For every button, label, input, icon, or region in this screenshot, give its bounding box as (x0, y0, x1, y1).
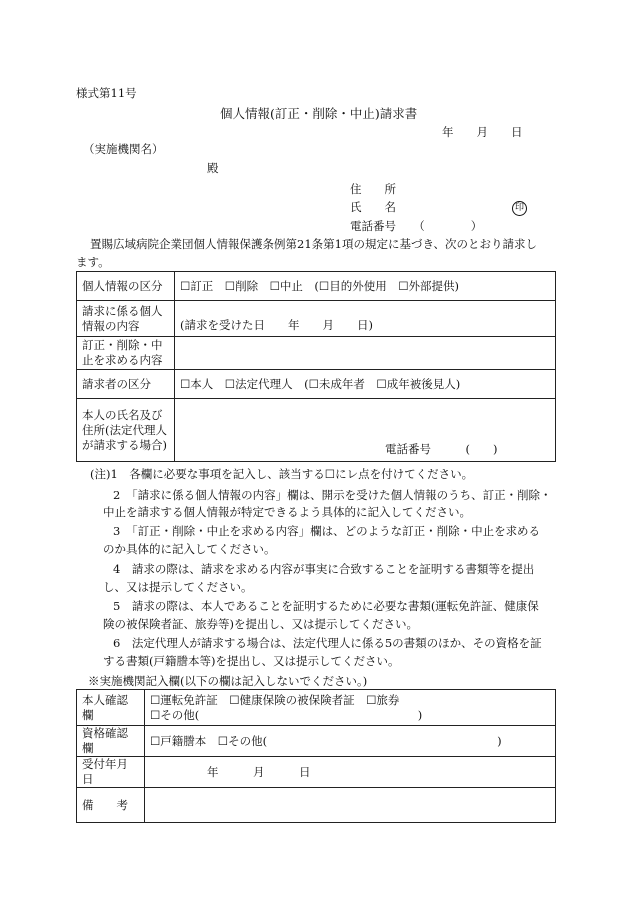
note-1: (注)1 各欄に必要な事項を記入し、該当する☐にレ点を付けてください。 (90, 467, 474, 481)
note-5-line-1: 5 請求の際は、本人であることを証明するために必要な書類(運転免許証、健康保 (113, 599, 539, 613)
row-remarks (77, 788, 556, 823)
dono-label: 殿 (207, 161, 219, 175)
value-info-category[interactable]: ☐訂正 ☐削除 ☐中止 (☐目的外使用 ☐外部提供) (175, 272, 556, 301)
value-correction-content[interactable] (175, 337, 556, 370)
note-3-line-1: 3 「訂正・削除・中止を求める内容」欄は、どのような訂正・削除・中止を求める (113, 524, 541, 538)
row-received-date (77, 757, 556, 788)
agency-note: ※実施機関記入欄(以下の欄は記入しないでください。) (88, 674, 368, 688)
label-info-category: 個人情報の区分 (77, 272, 175, 301)
form-number: 様式第11号 (76, 86, 137, 100)
label-requester-category: 請求者の区分 (77, 370, 175, 399)
row-requester-category (77, 370, 556, 399)
value-identity-check (145, 690, 556, 726)
row-info-category (77, 272, 556, 301)
value-received-date: 年 月 日 (145, 757, 556, 788)
row-identity-check (77, 690, 556, 726)
row-principal-info (77, 399, 556, 462)
address-label: 住 所 (350, 182, 396, 196)
note-6-line-2: する書類(戸籍謄本等)を提出し、又は提示してください。 (103, 654, 400, 668)
note-3-line-2: のか具体的に記入してください。 (103, 542, 276, 556)
value-requester-category[interactable]: ☐本人 ☐法定代理人 (☐未成年者 ☐成年被後見人) (175, 370, 556, 399)
note-2-line-1: 2 「請求に係る個人情報の内容」欄は、開示を受けた個人情報のうち、訂正・削除・ (113, 488, 552, 502)
note-2-line-2: 中止を請求する個人情報が特定できるよう具体的に記入してください。 (103, 505, 471, 519)
label-received-date: 受付年月日 (77, 757, 145, 788)
identity-check-options: ☐運転免許証 ☐健康保険の被保険者証 ☐旅券 (150, 692, 400, 707)
label-remarks: 備 考 (77, 788, 145, 823)
label-correction-content: 訂正・削除・中止を求める内容 (77, 337, 175, 370)
value-principal-phone[interactable]: 電話番号 ( ) (175, 399, 556, 462)
value-remarks (145, 788, 556, 823)
date-line: 年 月 日 (442, 125, 523, 139)
label-identity-check: 本人確認欄 (77, 690, 145, 726)
phone-label: 電話番号 （ ） (350, 219, 483, 233)
note-6-line-1: 6 法定代理人が請求する場合は、法定代理人に係る5の書類のほか、その資格を証 (113, 636, 542, 650)
intro-line-1: 置賜広域病院企業団個人情報保護条例第21条第1項の規定に基づき、次のとおり請求し (90, 237, 537, 251)
row-qualification-check (77, 726, 556, 757)
label-principal-info: 本人の氏名及び住所(法定代理人が請求する場合) (77, 399, 175, 462)
row-correction-content (77, 337, 556, 370)
intro-line-2: ます。 (76, 255, 110, 269)
request-table (76, 271, 556, 462)
name-label: 氏 名 (350, 200, 396, 214)
note-4-line-2: し、又は提示してください。 (103, 580, 253, 594)
row-info-content (77, 301, 556, 337)
value-info-content[interactable]: (請求を受けた日 年 月 日) (175, 301, 556, 337)
identity-check-other: ☐その他( ) (150, 707, 423, 722)
note-4-line-1: 4 請求の際は、請求を求める内容が事実に合致することを証明する書類等を提出 (113, 562, 535, 576)
note-5-line-2: 険の被保険者証、旅券等)を提出し、又は提示してください。 (103, 617, 418, 631)
seal-mark (512, 199, 527, 216)
label-info-content: 請求に係る個人情報の内容 (77, 301, 175, 337)
value-qualification-check: ☐戸籍謄本 ☐その他( ) (145, 726, 556, 757)
seal-glyph: 印 (512, 201, 527, 216)
agency-table (76, 689, 556, 823)
label-qualification-check: 資格確認欄 (77, 726, 145, 757)
agency-name-label: （実施機関名） (83, 142, 164, 156)
form-title: 個人情報(訂正・削除・中止)請求書 (220, 106, 418, 121)
